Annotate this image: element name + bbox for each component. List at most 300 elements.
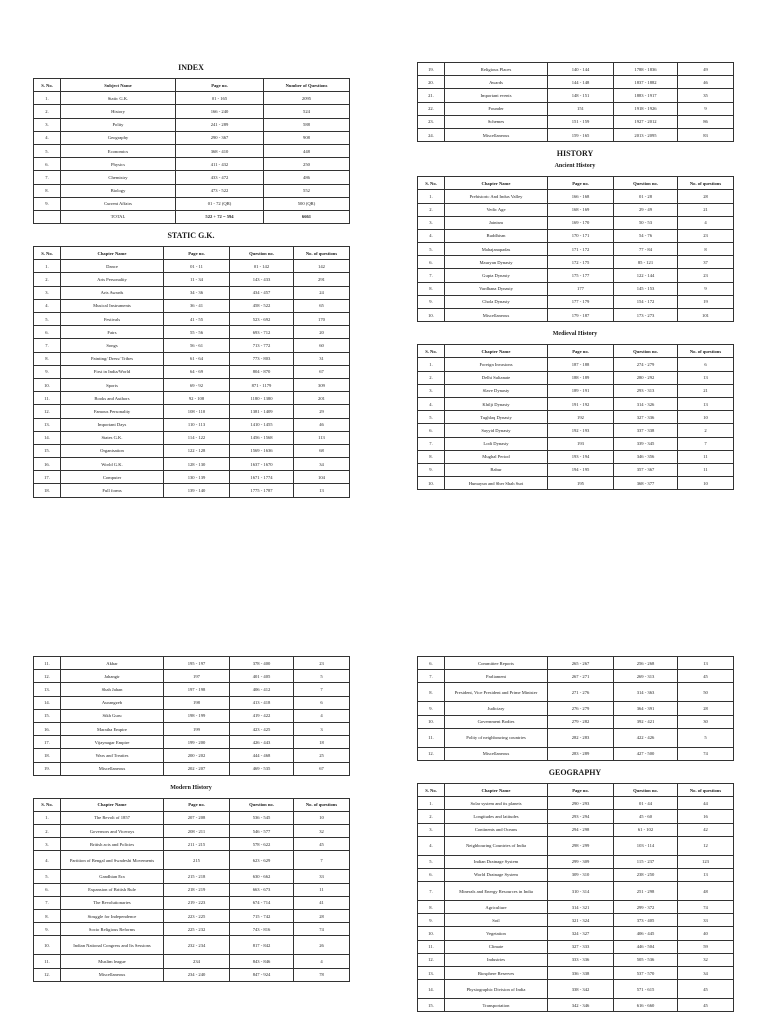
table-cell: 9. [34,923,61,936]
table-cell: 4 [678,216,734,229]
table-cell: Schemes [445,115,548,128]
table-cell: 86 [678,115,734,128]
table-cell: Miscellaneous [445,747,548,760]
table-cell: 373 - 405 [614,914,678,927]
table-cell: 139 - 140 [164,484,230,497]
table-cell: 339 - 345 [614,437,678,450]
table-cell: 19 [678,295,734,308]
table-row [34,378,350,391]
table-row [418,229,734,242]
table-cell: 01 - 11 [164,260,230,273]
header-page-no: Page no. [548,345,614,358]
table-cell: 166 - 168 [548,190,614,203]
table-cell: 4. [34,131,61,144]
table-row [418,76,734,89]
table-row [34,910,350,923]
table-cell: 505 - 536 [614,953,678,966]
header-no-of-questions: No. of questions [678,345,734,358]
table-cell: 804 - 870 [230,365,294,378]
table-cell: 195 - 197 [164,657,230,670]
table-cell: 198 - 199 [164,709,230,722]
table-cell: 154 - 172 [614,295,678,308]
table-row [34,326,350,339]
table-cell: 378 - 400 [230,657,294,670]
table-row [34,762,350,775]
table-row [34,709,350,722]
table-cell: 3. [418,384,445,397]
table-cell: Awards [445,76,548,89]
header-page-no: Page no. [164,798,230,811]
table-cell: 6. [418,657,445,670]
geography-title: GEOGRAPHY [548,767,602,777]
table-row [418,216,734,229]
table-cell: 50 [678,683,734,702]
header-chapter-name: Chapter Name [445,783,548,796]
table-cell: 28 [678,702,734,715]
table-cell: 743 - 816 [230,923,294,936]
table-cell: 4. [418,836,445,855]
table-cell: Mauryan Dynasty [445,256,548,269]
table-row [34,313,350,326]
table-row [34,431,350,444]
table-cell: World Drainage System [445,868,548,881]
table-cell: 28 [678,190,734,203]
table-cell: 32 [294,825,350,838]
geography-header-row [418,783,734,796]
table-cell: 14. [34,696,61,709]
table-cell: 14. [418,980,445,999]
table-cell: Slave Dynasty [445,384,548,397]
table-cell: 172 - 175 [548,256,614,269]
table-row [418,424,734,437]
table-cell: Arts Personality [61,273,164,286]
table-cell: 406 - 412 [230,683,294,696]
table-cell: 122 - 128 [164,444,230,457]
header-question-no: Question no. [614,783,678,796]
table-cell: 294 - 298 [548,823,614,836]
table-cell: Gupta Dynasty [445,269,548,282]
table-row [418,999,734,1012]
table-cell: 446 - 504 [614,940,678,953]
table-cell: 17. [34,736,61,749]
table-cell: 321 - 324 [548,914,614,927]
medieval-history-cont-body [34,657,350,776]
table-cell: 211 - 215 [164,838,230,851]
table-cell: 56 - 61 [164,339,230,352]
table-cell: 23 [678,269,734,282]
table-cell: 552 [264,184,350,197]
table-cell: States G.K. [61,431,164,444]
table-cell: 67 [294,762,350,775]
table-cell: 14. [34,431,61,444]
table-cell: 1671 - 1774 [230,471,294,484]
table-cell: Chola Dynasty [445,295,548,308]
table-cell: Continents and Oceans [445,823,548,836]
table-cell: 9. [34,197,61,210]
table-cell: 871 - 1179 [230,378,294,391]
table-cell: Vardhana Dynasty [445,282,548,295]
table-cell: 151 - 159 [548,115,614,128]
table-cell: 9. [418,463,445,476]
table-cell: History [61,105,176,118]
table-cell: Religious Places [445,63,548,76]
table-row [34,657,350,670]
table-cell: 78 [294,968,350,981]
column-top-left [33,62,349,498]
table-cell: 7 [678,437,734,450]
table-cell: TOTAL [61,210,176,223]
table-cell: 140 - 144 [548,63,614,76]
table-cell: 218 - 219 [164,883,230,896]
table-cell: 1788 - 1836 [614,63,678,76]
table-cell: 3. [418,216,445,229]
table-cell: 18. [34,749,61,762]
table-cell: 193 - 194 [548,450,614,463]
table-cell: 310 - 314 [548,882,614,901]
table-cell: 16 [678,810,734,823]
table-cell: Musical Instruments [61,299,164,312]
table-cell: Current Affairs [61,197,176,210]
table-cell: 327 - 333 [548,940,614,953]
table-cell: Miscellaneous [61,968,164,981]
table-cell: 314 - 321 [548,901,614,914]
table-cell: 122 - 144 [614,269,678,282]
table-cell: 9. [418,702,445,715]
table-cell: President, Vice President and Prime Minister [445,683,548,702]
header-page-no: Page no. [548,783,614,796]
table-cell: 3 [294,722,350,735]
index-title: INDEX [178,63,204,72]
table-cell: 26 [294,936,350,955]
medieval-history-body [418,358,734,490]
table-cell: 342 - 346 [548,999,614,1012]
table-cell: Struggle for Independence [61,910,164,923]
table-cell: 267 - 271 [548,670,614,683]
table-row [34,896,350,909]
table-cell: 433 - 472 [176,171,264,184]
header-sno: S. No. [418,783,445,796]
table-row [34,811,350,824]
table-cell: 55 - 56 [164,326,230,339]
table-cell: 333 - 336 [548,953,614,966]
table-cell: 144 - 148 [548,76,614,89]
table-cell: 693 - 712 [230,326,294,339]
table-row [418,384,734,397]
table-cell: 7. [34,339,61,352]
index-table [33,78,350,224]
medieval-history-title: Medieval History [552,331,598,338]
header-subject-name: Subject Name [61,79,176,92]
table-cell: 4. [34,851,61,870]
table-cell: 8. [34,910,61,923]
table-cell: 16. [34,458,61,471]
table-cell: 189 - 191 [548,384,614,397]
table-cell: Painting/ Dress/ Tribes [61,352,164,365]
table-cell: Chemistry [61,171,176,184]
table-cell: 35 [678,89,734,102]
table-cell: 7. [418,882,445,901]
table-cell: Vijaynagar Empire [61,736,164,749]
table-row [34,736,350,749]
table-cell: 1883 - 1917 [614,89,678,102]
table-cell: 13. [34,683,61,696]
table-cell: 298 - 299 [548,836,614,855]
table-cell: 104 [294,471,350,484]
table-cell: 11 [678,463,734,476]
index-header-row [34,79,350,92]
table-cell: 10. [418,309,445,322]
table-row [418,901,734,914]
table-row [34,105,350,118]
table-cell: 293 - 294 [548,810,614,823]
table-cell: Foreign Invasions [445,358,548,371]
table-row [34,870,350,883]
table-cell: 426 - 443 [230,736,294,749]
table-row [418,89,734,102]
table-cell: 13 [294,484,350,497]
header-question-no: Question no. [230,247,294,260]
table-row [34,365,350,378]
table-cell: 2. [418,371,445,384]
table-cell: 1918 - 1926 [614,102,678,115]
table-cell: 46 [678,76,734,89]
table-cell: 6. [418,868,445,881]
table-cell: 674 - 714 [230,896,294,909]
table-cell: 25 [294,749,350,762]
table-cell: 45 - 60 [614,810,678,823]
table-cell: Physiographic Division of India [445,980,548,999]
table-cell: 3. [34,286,61,299]
table-cell: 173 - 273 [614,309,678,322]
table-cell: 12. [418,747,445,760]
table-cell: Khilji Dynasty [445,397,548,410]
polity-cont-table [417,656,734,761]
table-cell: 11 [294,883,350,896]
table-cell: 01 - 165 [176,92,264,105]
table-cell: 148 - 151 [548,89,614,102]
table-cell: 21 [678,203,734,216]
table-cell: Famous Personality [61,405,164,418]
table-cell: 15. [418,999,445,1012]
table-cell: 419 - 422 [230,709,294,722]
table-cell: 169 - 170 [548,216,614,229]
table-cell: 159 - 165 [548,128,614,141]
table-row [34,851,350,870]
table-cell: 5. [418,243,445,256]
table-cell: 7. [418,269,445,282]
modern-history-table [33,798,350,982]
header-chapter-name: Chapter Name [445,177,548,190]
table-row [418,463,734,476]
header-no-of-questions: No. of questions [678,783,734,796]
table-row [418,190,734,203]
table-row [418,437,734,450]
table-cell: 34 - 36 [164,286,230,299]
table-cell: 3. [34,118,61,131]
table-cell: 10. [418,477,445,490]
table-cell: 314 - 326 [614,397,678,410]
table-cell: 171 - 172 [548,243,614,256]
table-cell: 291 [294,273,350,286]
table-cell: 469 - 535 [230,762,294,775]
table-cell: 309 [294,378,350,391]
table-cell: Committee Reports [445,657,548,670]
table-cell: 13 [678,397,734,410]
table-cell: 29 [294,405,350,418]
table-cell: 1. [418,797,445,810]
table-cell: 108 - 110 [164,405,230,418]
table-cell: 19. [34,762,61,775]
table-cell: 7. [34,171,61,184]
history-title: HISTORY [556,149,594,159]
table-cell: 208 - 211 [164,825,230,838]
table-cell: Geography [61,131,176,144]
table-cell: Miscellaneous [61,762,164,775]
table-cell: 1837 - 1882 [614,76,678,89]
table-cell: 13 [678,657,734,670]
table-cell: 36 - 41 [164,299,230,312]
table-cell: 6 [294,696,350,709]
table-cell: 9. [418,914,445,927]
table-cell: Miscellaneous [445,309,548,322]
table-cell: 406 - 445 [614,927,678,940]
table-cell: 7 [294,851,350,870]
table-cell: The Revolutionaries [61,896,164,909]
table-cell: 238 - 250 [614,868,678,881]
table-cell: 234 [164,955,230,968]
table-cell: 177 - 179 [548,295,614,308]
table-cell: 413 - 418 [230,696,294,709]
table-row [418,358,734,371]
table-row [34,260,350,273]
table-cell: 67 [294,365,350,378]
table-cell: 1. [418,358,445,371]
table-cell: Delhi Sultanate [445,371,548,384]
table-cell: 314 - 363 [614,683,678,702]
polity-cont-body [418,657,734,761]
table-cell: 15. [34,444,61,457]
table-row [418,102,734,115]
table-cell: 168 - 169 [548,203,614,216]
table-cell: 41 [294,896,350,909]
table-cell: 215 [164,851,230,870]
table-cell: Full forms [61,484,164,497]
table-cell: World G.K. [61,458,164,471]
table-cell: 271 - 276 [548,683,614,702]
geography-table [417,783,734,1012]
table-cell: 524 [264,105,350,118]
table-cell: 44 [678,797,734,810]
table-cell: 473 - 522 [176,184,264,197]
table-cell: Climate [445,940,548,953]
table-cell: Maratha Empire [61,722,164,735]
table-cell: 15. [34,709,61,722]
table-cell: Arts Awards [61,286,164,299]
table-cell: 13. [34,418,61,431]
header-page-no: Page no. [164,247,230,260]
table-cell: 422 - 426 [614,728,678,747]
table-cell: 41 - 55 [164,313,230,326]
table-cell: Governors and Viceroys [61,825,164,838]
table-row [418,797,734,810]
table-cell: 83 [678,128,734,141]
table-cell: Mughal Period [445,450,548,463]
table-cell: Aurangzeb [61,696,164,709]
table-cell: Tughlaq Dynasty [445,411,548,424]
table-cell: 623 - 629 [230,851,294,870]
column-bottom-left [33,656,349,982]
table-cell: 6. [34,883,61,896]
table-cell: 49 [678,63,734,76]
table-cell: 54 - 76 [614,229,678,242]
table-cell: 34 [294,458,350,471]
table-cell: Judiciary [445,702,548,715]
table-cell: Lodi Dynasty [445,437,548,450]
table-cell: 179 - 187 [548,309,614,322]
table-cell: 279 - 282 [548,715,614,728]
table-cell: Biosphere Reserves [445,967,548,980]
table-row [418,823,734,836]
modern-history-title: Modern History [170,784,212,791]
table-row [418,868,734,881]
table-cell: 1775 - 1787 [230,484,294,497]
table-cell: 715 - 742 [230,910,294,923]
table-cell: 74 [678,901,734,914]
table-row [418,953,734,966]
table-cell: 4. [34,299,61,312]
table-cell: Akbar [61,657,164,670]
table-cell: 5. [418,411,445,424]
table-cell: 6. [34,326,61,339]
table-cell: 10 [294,811,350,824]
table-cell: 336 - 338 [548,967,614,980]
table-cell: 11. [34,955,61,968]
table-cell: 392 - 421 [614,715,678,728]
table-cell: Indian National Congress and Its Sessions [61,936,164,955]
table-cell: 191 - 192 [548,397,614,410]
table-cell: 103 - 114 [614,836,678,855]
table-cell: 269 - 313 [614,670,678,683]
table-cell: 11. [418,940,445,953]
table-row [34,418,350,431]
table-cell: 5 [678,728,734,747]
header-sno: S. No. [418,177,445,190]
table-cell: 74 [678,747,734,760]
table-cell: British acts and Policies [61,838,164,851]
table-row [418,269,734,282]
table-cell: 11 - 34 [164,273,230,286]
static-gk-cont-body [418,63,734,142]
table-cell: 7. [418,670,445,683]
table-cell: 280 - 292 [614,371,678,384]
table-row [418,371,734,384]
table-cell: 219 - 223 [164,896,230,909]
table-cell: 37 [678,256,734,269]
table-cell: Vegetation [445,927,548,940]
table-cell: 197 [164,670,230,683]
table-cell: 2. [418,810,445,823]
table-cell: 192 - 193 [548,424,614,437]
table-cell: 7 [294,683,350,696]
table-cell: Expansion of British Rule [61,883,164,896]
table-cell: 571 - 615 [614,980,678,999]
table-cell: 338 - 342 [548,980,614,999]
table-cell: 23. [418,115,445,128]
table-cell: 34 [678,967,734,980]
modern-history-body [34,811,350,981]
table-cell: Sports [61,378,164,391]
table-cell: Shah Jahan [61,683,164,696]
